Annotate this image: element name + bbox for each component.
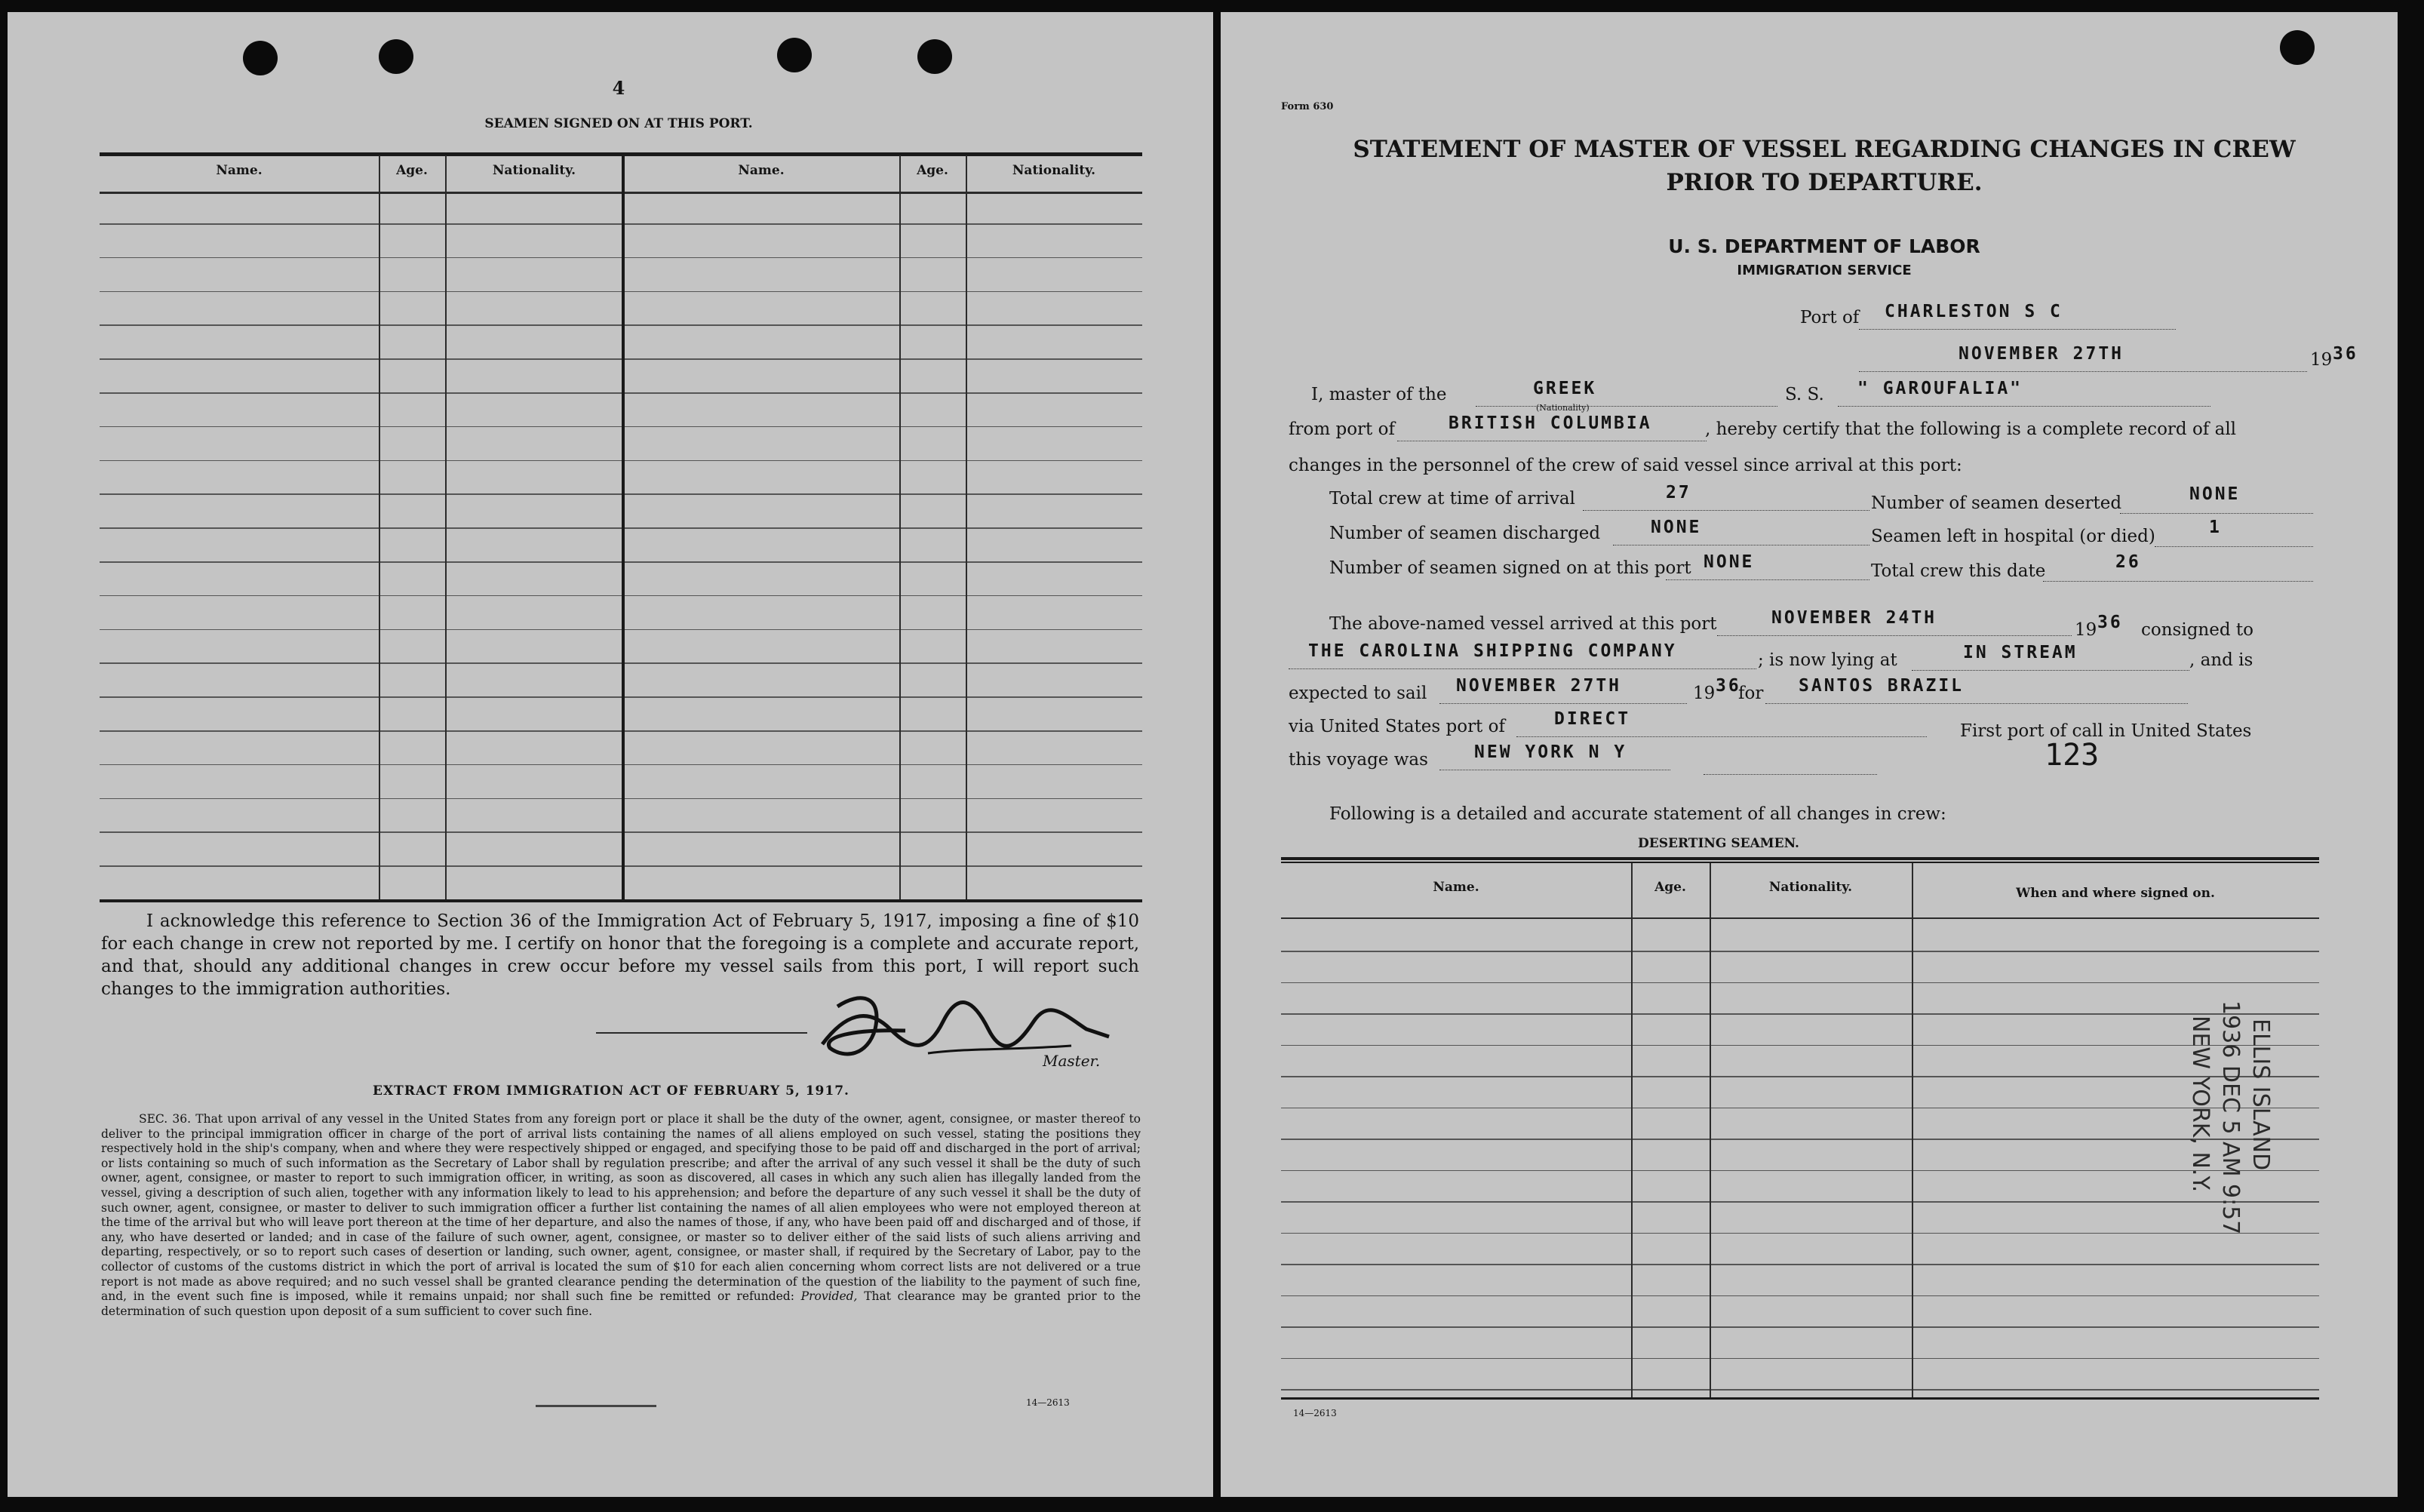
via-label: via United States port of [1289,717,1505,736]
table-row [100,493,1142,495]
table-row [100,730,1142,732]
table-row [100,527,1142,529]
extract-sec: SEC. 36. [139,1112,192,1126]
table-row [1281,1076,2319,1077]
following-text: Following is a detailed and accurate statement of all changes in crew: [1329,804,1946,824]
total-crew-date-value: 26 [2115,552,2141,572]
sail-date: NOVEMBER 27TH [1456,676,1622,696]
via-value: DIRECT [1554,709,1631,729]
table-row [100,629,1142,631]
table-row [100,831,1142,833]
lying-value: IN STREAM [1963,643,2078,662]
table-row [100,561,1142,563]
right-page [1221,12,2398,1497]
col-header-age: Age. [396,163,428,178]
extract-title: EXTRACT FROM IMMIGRATION ACT OF FEBRUARY 5, 1917. [373,1083,849,1099]
table-row [100,358,1142,360]
and-is-label: , and is [2189,650,2253,670]
from-port-value: BRITISH COLUMBIA [1449,413,1652,433]
col-header-when-where: When and where signed on. [2016,886,2215,901]
form-title-line1: STATEMENT OF MASTER OF VESSEL REGARDING CHANGES IN CREW [1353,136,2296,163]
punch-hole [777,38,812,72]
sail-year: 36 [1716,676,1741,696]
changes-text: changes in the personnel of the crew of said vessel since arrival at this port: [1289,456,1962,475]
total-crew-arrival-value: 27 [1666,483,1691,502]
year-value: 36 [2333,344,2358,364]
table-row [100,324,1142,326]
nationality-caption: (Nationality) [1536,403,1590,413]
arrived-year: 36 [2097,613,2123,632]
hospital-label: Seamen left in hospital (or died) [1871,527,2155,546]
punch-hole [379,39,413,74]
acknowledgment-text: I acknowledge this reference to Section 36 of the Immigration Act of February 5, 1917, imposing a fine of $10 for each change in crew not reported by me. I certify on honor that the foregoing is a complete and accurate report, and that, should any additional changes in crew occur before my vessel sails from this port, I will report such changes to the immigration authorities. [101,911,1139,999]
destination-value: SANTOS BRAZIL [1799,676,1965,696]
lying-at-label: ; is now lying at [1758,650,1897,670]
section-title: SEAMEN SIGNED ON AT THIS PORT. [484,116,753,131]
table-row [1281,1233,2319,1234]
extract-body: That upon arrival of any vessel in the United States from any foreign port or place it shall be the duty of the owner, agent, consignee, or master thereof to deliver to the principal immigration officer in charge of the port of arrival lists containing the names of all aliens employed on such vessel, stating the positions they respectively hold in the ship's company, when and where they were respectively shipped or engaged, and specifying those to be paid off and discharged in the port of arrival; or lists containing so much of such information as the Secretary of Labor shall by regulation prescribe; and after the arrival of any such vessel it shall be the duty of such owner, agent, consignee, or master to report to such immigration officer, in writing, as soon as discovered, all cases in which any such alien has illegally landed from the vessel, giving a description of such alien, together with any information likely to lead to his apprehension; and before the departure of any such vessel it shall be the duty of such owner, agent, consignee, or master to deliver to such immigration officer a further list containing the names of all alien employees who were not employed thereon at the time of the arrival but who will leave port thereon at the time of her departure, and also the names of those, if any, who have been paid off and discharged and of those, if any, who have deserted or landed; and in case of the failure of such owner, agent, consignee, or master so to deliver either of the said lists of such aliens arriving and departing, respectively, or so to report such cases of desertion or landing, such owner, agent, consignee, or master shall, if required by the Secretary of Labor, pay to the collector of customs of the customs district in which the port of arrival is located the sum of $10 for each alien concerning whom correct lists are not delivered or a true report is not made as above required; and no such vessel shall be granted clearance pending the determination of the question of the liability to the payment of such fine, and, in the event such fine is imposed, while it remains unpaid; nor shall such fine be remitted or refunded: [101,1112,1141,1304]
table-row [100,426,1142,428]
table-row [1281,1108,2319,1109]
table-row [1281,1264,2319,1265]
expected-label: expected to sail [1289,684,1427,703]
table-row [1281,982,2319,984]
extract-proviso: That clearance may be granted prior to the determination of such question upon deposit of a sum sufficient to cover such fine. [101,1289,1141,1318]
certify-text: , hereby certify that the following is a complete record of all [1705,419,2237,439]
form-code: 14—2613 [1026,1397,1070,1408]
table-row [100,764,1142,766]
table-row [1281,1295,2319,1297]
form-title [1281,133,2367,199]
stamp-line2: 1936 DEC 5 AM 9:57 [2217,1000,2244,1235]
form-title-line2: PRIOR TO DEPARTURE. [1666,169,1983,196]
table-row [1281,1326,2319,1328]
consignee-value: THE CAROLINA SHIPPING COMPANY [1308,641,1677,661]
page-number: 4 [612,77,625,99]
left-page [8,12,1213,1497]
vessel-name: " GAROUFALIA" [1857,379,2023,398]
signed-on-value: NONE [1704,552,1755,572]
stamp-line3: NEW YORK, N.Y. [2187,1016,2214,1193]
for-label: for [1738,684,1764,703]
table-row [100,662,1142,664]
first-port-label: First port of call in United States [1960,721,2252,741]
col-header-nationality: Nationality. [492,163,576,178]
this-voyage-label: this voyage was [1289,750,1428,770]
col-header-name: Name. [1433,880,1479,895]
total-crew-date-label: Total crew this date [1871,561,2046,581]
table-row [100,257,1142,259]
consigned-to-label: consigned to [2141,620,2253,640]
col-header-nationality: Nationality. [1768,880,1853,895]
arrived-text: The above-named vessel arrived at this port [1329,614,1717,634]
deserted-label: Number of seamen deserted [1871,493,2122,513]
total-crew-arrival-label: Total crew at time of arrival [1329,489,1575,509]
handwritten-number: 123 [2045,738,2100,773]
table-row [100,291,1142,293]
table-row [1281,1139,2319,1140]
port-label: Port of [1800,308,1860,327]
department: U. S. DEPARTMENT OF LABOR [1668,235,1980,257]
col-header-name: Name. [216,163,263,178]
form-label: Form 630 [1281,101,1334,112]
deserting-title: DESERTING SEAMEN. [1638,836,1799,851]
table-row [1281,1045,2319,1046]
hospital-value: 1 [2209,518,2222,537]
deserted-value: NONE [2189,484,2241,504]
first-port-value: NEW YORK N Y [1474,742,1627,762]
table-row [1281,951,2319,952]
col-header-name-2: Name. [738,163,785,178]
extract-text [101,1112,1141,1399]
col-header-age: Age. [1654,880,1686,895]
table-row [1281,1201,2319,1203]
punch-hole [917,39,952,74]
punch-hole [243,41,278,75]
signed-on-label: Number of seamen signed on at this port [1329,558,1691,578]
table-row [100,223,1142,225]
ss-label: S. S. [1785,385,1824,404]
table-row [100,798,1142,800]
col-header-nationality-2: Nationality. [1012,163,1096,178]
table-row [100,696,1142,698]
discharged-label: Number of seamen discharged [1329,524,1601,543]
form-code: 14—2613 [1293,1408,1337,1418]
table-row [100,865,1142,867]
arrived-date: NOVEMBER 24TH [1771,608,1937,628]
ellis-island-stamp [2185,1000,2275,1348]
sail-year-prefix: 19 [1693,684,1716,703]
service: IMMIGRATION SERVICE [1737,263,1912,278]
table-row [1281,1013,2319,1015]
table-row [1281,1170,2319,1172]
extract-proviso-lead: Provided, [800,1289,858,1304]
from-port-label: from port of [1289,419,1395,439]
master-of-label: I, master of the [1311,385,1447,404]
punch-hole [2280,30,2315,65]
discharged-value: NONE [1651,518,1702,537]
date-value: NOVEMBER 27TH [1959,344,2124,364]
year-prefix: 19 [2310,350,2333,370]
table-row [100,595,1142,597]
table-row [100,392,1142,394]
master-label: Master. [1043,1052,1101,1070]
arrived-year-prefix: 19 [2075,620,2097,640]
table-row [1281,1389,2319,1391]
table-row [100,460,1142,462]
col-header-age-2: Age. [917,163,948,178]
port-value: CHARLESTON S C [1885,302,2063,321]
table-row [1281,1358,2319,1360]
nationality-value: GREEK [1533,379,1597,398]
stamp-line1: ELLIS ISLAND [2247,1019,2274,1171]
